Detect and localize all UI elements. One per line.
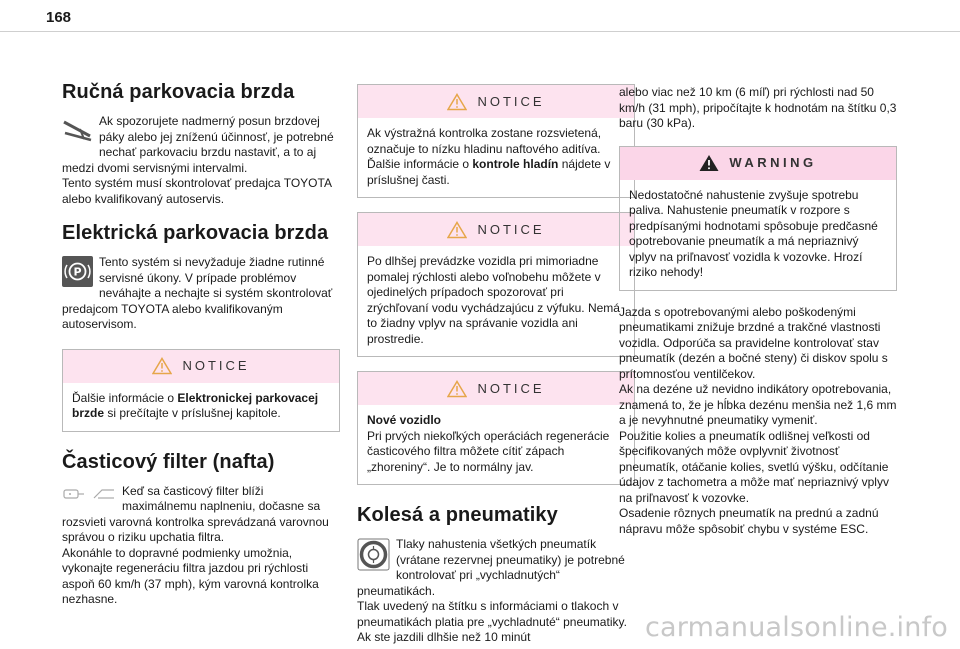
notice-header: [358, 372, 634, 405]
warning-text: Nedostatočné nahustenie zvyšuje spotrebu paliva. Nahustenie pneumatík v rozpore s predpísanými hodnotami spôsobuje predčasné opotrebovanie pneumatík a má nepriaznivý vplyv na priľnavosť vozidla k vozovke. Hrozí riziko nehody!: [629, 187, 878, 279]
column-3: [619, 85, 897, 537]
paragraph: Akonáhle to dopravné podmienky umožnia, vykonajte regeneráciu filtra jazdou pri rýchlosti aspoň 60 km/h (37 mph), kým varovná kontrolka nezhasne.: [62, 545, 319, 606]
notice-body: [358, 118, 634, 197]
section-title-particle-filter: Časticový filter (nafta): [62, 450, 275, 473]
column-1: [62, 80, 340, 608]
paragraph: Tento systém musí skontrolovať predajca TOYOTA alebo kvalifikovaný autoservis.: [62, 176, 332, 206]
paragraph: Použitie kolies a pneumatík odlišnej veľkosti od špecifikovaných môže ovplyvniť životnosť pneumatík, otáčanie kolies, svetlú výšku, odčítanie údajov z tachometra a môže mať nepriaznivý vplyv na priľnavosť k vozovke.: [619, 428, 889, 505]
notice-header: [358, 85, 634, 118]
notice-text: Pri prvých niekoľkých operáciách regenerácie časticového filtra môžete cítiť zápach „zhoreniny“. Je to normálny jav.: [367, 428, 610, 474]
column-2: [357, 84, 635, 646]
warning-triangle-outline-icon: [447, 93, 467, 111]
paragraph: alebo viac než 10 km (6 míľ) pri rýchlosti nad 50 km/h (31 mph), pripočítajte k hodnotám na štítku 0,3 baru (30 kPa).: [619, 85, 897, 130]
notice-text-bold: Elektronickej parkovacej brzde: [72, 390, 319, 420]
notice-body: [358, 246, 634, 356]
notice-text: Ďalšie informácie o: [72, 390, 178, 405]
warning-header: [620, 147, 896, 180]
handbrake-lever-icon: [62, 115, 93, 146]
notice-body: [63, 383, 339, 431]
notice-box: [357, 212, 635, 357]
section-title-manual-parking-brake: Ručná parkovacia brzda: [62, 81, 295, 103]
warning-box: [619, 146, 897, 291]
notice-header: [63, 350, 339, 383]
notice-box: [357, 371, 635, 485]
paragraph: Ak na dezéne už nevidno indikátory opotrebovania, znamená to, že je hĺbka dezénu menšia než 1,6 mm a je nevyhnutné pneumatiky vymeniť.: [619, 382, 897, 427]
section-title-wheels-and-tyres: Kolesá a pneumatiky: [357, 504, 558, 526]
notice-box: [357, 84, 635, 198]
page-number: 168: [46, 9, 72, 26]
warning-label: WARNING: [729, 155, 817, 171]
notice-label: NOTICE: [477, 221, 545, 237]
paragraph: Tlak uvedený na štítku s informáciami o tlakoch v pneumatikách platia pre „vychladnuté“ pneumatiky. Ak ste jazdili dlhšie než 10 minút: [357, 599, 627, 644]
warning-triangle-filled-icon: [699, 154, 719, 172]
notice-text: nájdete v príslušnej časti.: [367, 157, 611, 187]
paragraph: Jazda s opotrebovanými alebo poškodenými pneumatikami znižuje brzdné a trakčné vlastnosti vozidla. Odporúča sa pravidelne kontrolovať stav pneumatík (dezén a bočné steny) či diskov spolu s prítomnosťou ventilčekov.: [619, 304, 888, 381]
paragraph: Ak spozorujete nadmerný posun brzdovej páky alebo jej zníženú účinnosť, je potrebné nechať parkovaciu brzdu nastaviť, a to aj medzi dvomi servisnými intervalmi.: [62, 114, 334, 175]
paragraph: Osadenie rôznych pneumatík na prednú a zadnú nápravu môže spôsobiť chybu v systéme ESC.: [619, 506, 879, 536]
notice-box: [62, 349, 340, 432]
notice-header: [358, 213, 634, 246]
notice-label: NOTICE: [477, 380, 545, 396]
top-divider: [0, 31, 960, 32]
notice-subtitle: Nové vozidlo: [367, 413, 442, 427]
notice-label: NOTICE: [477, 93, 545, 109]
notice-body: [358, 405, 634, 484]
warning-triangle-outline-icon: [447, 221, 467, 239]
paragraph: Keď sa časticový filter blíži maximálnemu naplneniu, dočasne sa rozsvieti varovná kontrolka sprevádzaná varovnou správou o riziku upchatia filtra.: [62, 483, 329, 544]
notice-label: NOTICE: [182, 358, 250, 374]
paragraph: Tento systém si nevyžaduje žiadne rutinné servisné úkony. V prípade problémov neváhajte a nechajte si systém skontrolovať predajcom TOYOTA alebo kvalifikovaným autoservisom.: [62, 255, 333, 331]
notice-text: si prečítajte v príslušnej kapitole.: [104, 406, 281, 420]
notice-text: Po dlhšej prevádzke vozidla pri mimoriadne pomalej rýchlosti alebo voľnobehu môžete v ojedinelých prípadoch spozorovať pri zrýchľovaní vodu vychádzajúcu z výfuku. Nemá to žiadny vplyv na správanie vozidla ani prostredie.: [367, 254, 620, 346]
svg-text:P: P: [73, 265, 82, 279]
electric-parking-brake-icon: [62, 256, 93, 287]
warning-body: [620, 180, 896, 290]
notice-text: Ak výstražná kontrolka zostane rozsvietená, označuje to nízku hladinu naftového aditíva. Ďalšie informácie o: [367, 126, 602, 171]
tyre-icon: [357, 538, 390, 571]
warning-triangle-outline-icon: [152, 357, 172, 375]
warning-triangle-outline-icon: [447, 380, 467, 398]
watermark: carmanualsonline.info: [645, 612, 948, 643]
paragraph: Tlaky nahustenia všetkých pneumatík (vrátane rezervnej pneumatiky) je potrebné kontrolovať pri „vychladnutých“ pneumatikách.: [357, 537, 625, 598]
notice-text-bold: kontrole hladín: [472, 157, 559, 171]
section-title-electric-parking-brake: Elektrická parkovacia brzda: [62, 222, 329, 244]
particle-filter-icon: [62, 485, 116, 503]
